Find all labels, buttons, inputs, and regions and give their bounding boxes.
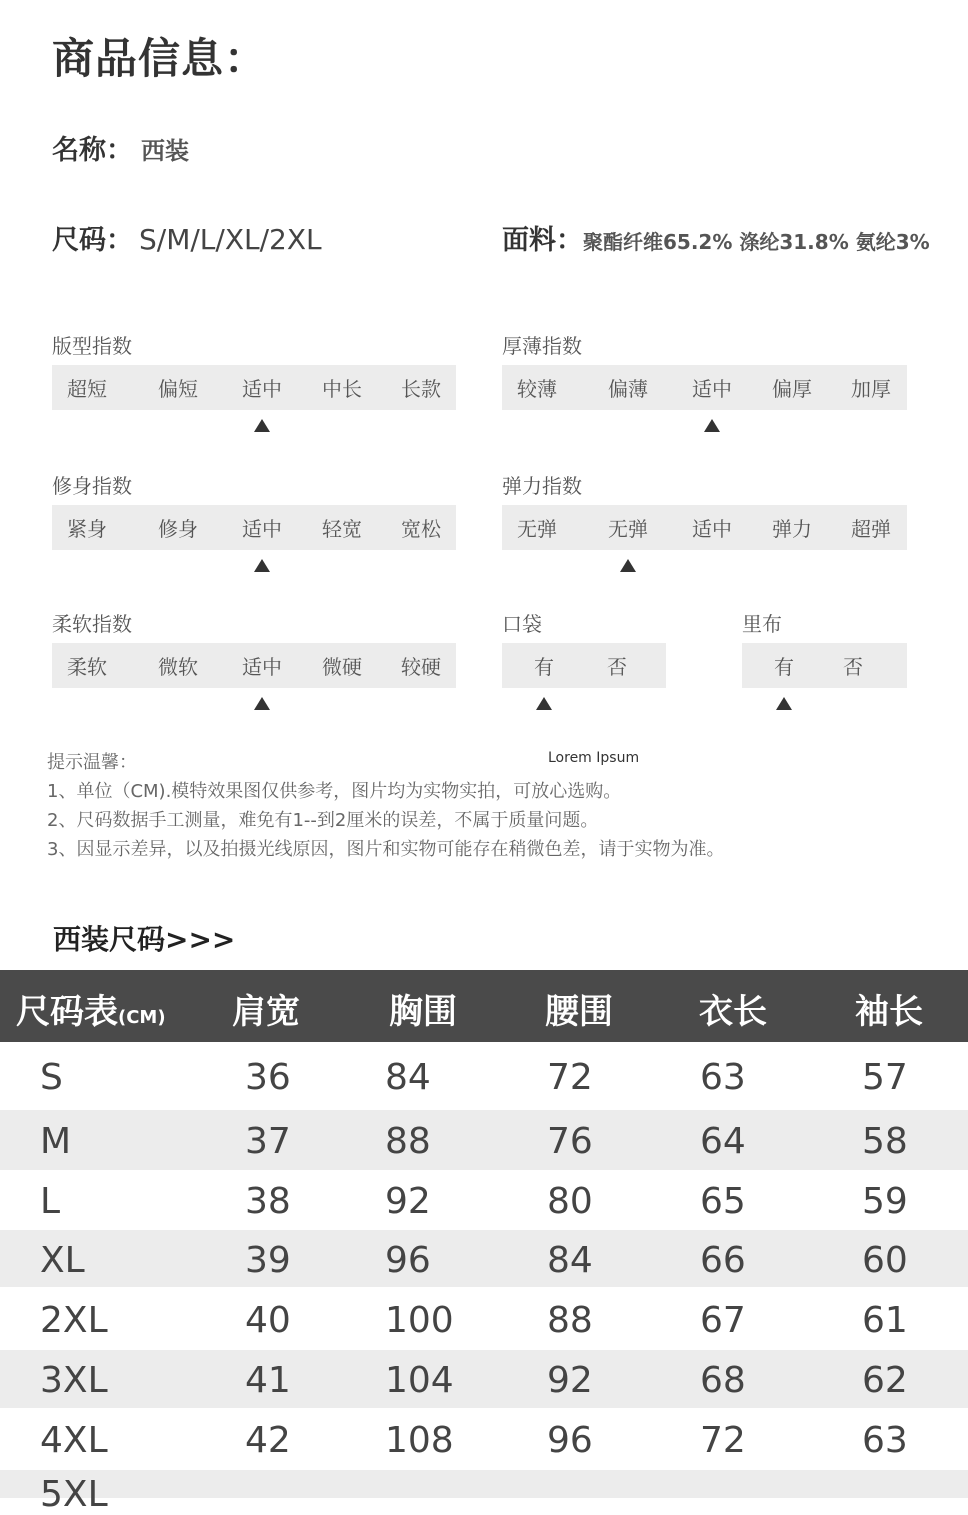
index-option: 较硬	[401, 655, 441, 679]
header-first	[16, 984, 166, 1033]
measure-cell: 72	[700, 1420, 746, 1461]
index-title: 柔软指数	[52, 612, 132, 636]
selected-marker-icon	[704, 419, 720, 432]
product-name	[52, 128, 189, 167]
product-fabric	[502, 218, 930, 257]
index-option: 紧身	[67, 517, 107, 541]
index-option: 中长	[322, 377, 362, 401]
index-option: 偏厚	[772, 377, 812, 401]
selected-marker-icon	[776, 697, 792, 710]
measure-cell: 104	[385, 1360, 454, 1401]
index-title: 里布	[742, 612, 782, 636]
index-title: 版型指数	[52, 334, 132, 358]
measure-cell: 84	[547, 1240, 593, 1281]
size-cell: M	[40, 1121, 72, 1162]
measure-cell: 67	[700, 1300, 746, 1341]
index-scale-bar	[502, 365, 907, 410]
measure-cell: 41	[245, 1360, 291, 1401]
measure-cell: 64	[700, 1121, 746, 1162]
index-option: 偏短	[158, 377, 198, 401]
selected-marker-icon	[254, 559, 270, 572]
notes-line: 3、因显示差异，以及拍摄光线原因，图片和实物可能存在稍微色差，请于实物为准。	[47, 839, 725, 860]
size-cell: 5XL	[40, 1474, 108, 1515]
measure-cell: 68	[700, 1360, 746, 1401]
index-scale-bar	[52, 365, 456, 410]
header-col: 肩宽	[232, 992, 300, 1032]
selected-marker-icon	[620, 559, 636, 572]
measure-cell: 60	[862, 1240, 908, 1281]
index-option: 超弹	[851, 517, 891, 541]
size-cell: 4XL	[40, 1420, 108, 1461]
table-row	[0, 1408, 968, 1470]
index-scale-bar	[742, 643, 907, 688]
notes-line: 2、尺码数据手工测量，难免有1--到2厘米的误差，不属于质量问题。	[47, 810, 599, 831]
measure-cell: 65	[700, 1181, 746, 1222]
measure-cell: 42	[245, 1420, 291, 1461]
index-scale-bar	[52, 643, 456, 688]
index-option: 有	[774, 655, 794, 679]
index-option: 长款	[401, 377, 441, 401]
index-option: 微软	[158, 655, 198, 679]
measure-cell: 62	[862, 1360, 908, 1401]
product-size	[52, 218, 322, 257]
index-option: 无弹	[517, 517, 557, 541]
selected-marker-icon	[536, 697, 552, 710]
measure-cell: 40	[245, 1300, 291, 1341]
measure-cell: 84	[385, 1057, 431, 1098]
lorem-text: Lorem Ipsum	[548, 750, 640, 766]
index-title: 厚薄指数	[502, 334, 582, 358]
fabric-label: 面料：	[502, 225, 583, 256]
size-section-title: 西装尺码>>>	[53, 923, 236, 956]
measure-cell: 66	[700, 1240, 746, 1281]
size-cell: 3XL	[40, 1360, 108, 1401]
page-title: 商品信息：	[52, 34, 268, 83]
measure-cell: 92	[547, 1360, 593, 1401]
measure-cell: 100	[385, 1300, 454, 1341]
index-option: 柔软	[67, 655, 107, 679]
size-cell: 2XL	[40, 1300, 108, 1341]
measure-cell: 108	[385, 1420, 454, 1461]
table-row	[0, 1350, 968, 1408]
measure-cell: 88	[547, 1300, 593, 1341]
header-unit: (CM)	[118, 1007, 166, 1028]
header-first-label: 尺码表	[16, 992, 118, 1032]
measure-cell: 63	[862, 1420, 908, 1461]
measure-cell: 61	[862, 1300, 908, 1341]
selected-marker-icon	[254, 419, 270, 432]
index-option: 有	[534, 655, 554, 679]
index-option: 弹力	[772, 517, 812, 541]
measure-cell: 37	[245, 1121, 291, 1162]
size-label: 尺码：	[52, 225, 133, 256]
index-option: 偏薄	[608, 377, 648, 401]
size-table-header	[0, 970, 968, 1042]
measure-cell: 63	[700, 1057, 746, 1098]
measure-cell: 58	[862, 1121, 908, 1162]
index-option: 适中	[692, 377, 732, 401]
index-scale-bar	[502, 505, 907, 550]
measure-cell: 80	[547, 1181, 593, 1222]
table-row	[0, 1110, 968, 1170]
table-row	[0, 1230, 968, 1287]
index-option: 适中	[242, 655, 282, 679]
size-cell: S	[40, 1057, 63, 1098]
index-option: 微硬	[322, 655, 362, 679]
measure-cell: 36	[245, 1057, 291, 1098]
index-option: 适中	[242, 517, 282, 541]
table-row	[0, 1470, 968, 1515]
notes-line: 1、单位（CM).模特效果图仅供参考，图片均为实物实拍，可放心选购。	[47, 781, 622, 802]
size-cell: XL	[40, 1240, 85, 1281]
measure-cell: 88	[385, 1121, 431, 1162]
index-title: 修身指数	[52, 474, 132, 498]
index-title: 口袋	[502, 612, 542, 636]
index-option: 否	[843, 655, 863, 679]
index-option: 轻宽	[322, 517, 362, 541]
size-value: S/M/L/XL/2XL	[139, 223, 322, 256]
index-option: 较薄	[517, 377, 557, 401]
name-label: 名称：	[52, 135, 133, 166]
selected-marker-icon	[254, 697, 270, 710]
measure-cell: 96	[385, 1240, 431, 1281]
index-option: 否	[607, 655, 627, 679]
table-row	[0, 1287, 968, 1350]
index-title: 弹力指数	[502, 474, 582, 498]
index-scale-bar	[502, 643, 666, 688]
index-option: 适中	[692, 517, 732, 541]
measure-cell: 96	[547, 1420, 593, 1461]
index-scale-bar	[52, 505, 456, 550]
notes-heading: 提示温馨：	[47, 752, 137, 773]
header-col: 衣长	[699, 992, 767, 1032]
measure-cell: 57	[862, 1057, 908, 1098]
measure-cell: 92	[385, 1181, 431, 1222]
size-cell: L	[40, 1181, 61, 1222]
fabric-value: 聚酯纤维65.2% 涤纶31.8% 氨纶3%	[583, 230, 930, 254]
index-option: 修身	[158, 517, 198, 541]
measure-cell: 76	[547, 1121, 593, 1162]
name-value: 西装	[141, 137, 189, 165]
index-option: 宽松	[401, 517, 441, 541]
index-option: 超短	[67, 377, 107, 401]
index-option: 适中	[242, 377, 282, 401]
measure-cell: 39	[245, 1240, 291, 1281]
index-option: 加厚	[851, 377, 891, 401]
measure-cell: 72	[547, 1057, 593, 1098]
measure-cell: 59	[862, 1181, 908, 1222]
header-col: 腰围	[545, 992, 613, 1032]
header-col: 胸围	[389, 992, 457, 1032]
table-row	[0, 1042, 968, 1110]
index-option: 无弹	[608, 517, 648, 541]
measure-cell: 38	[245, 1181, 291, 1222]
table-row	[0, 1170, 968, 1230]
header-col: 袖长	[855, 992, 923, 1032]
